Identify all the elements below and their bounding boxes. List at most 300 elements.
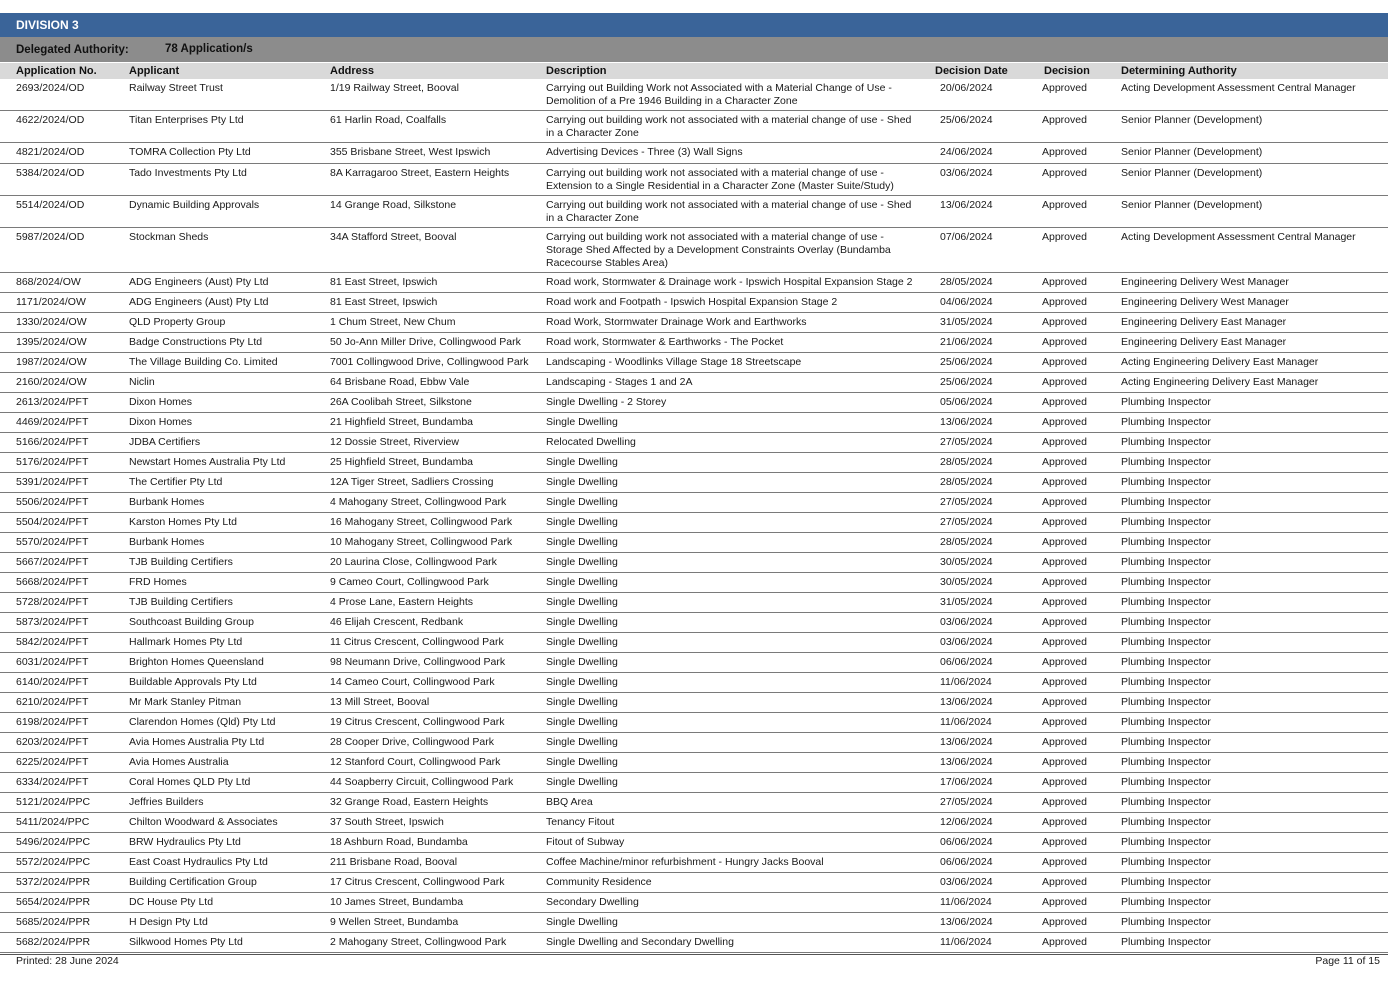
- division-title: DIVISION 3: [16, 18, 79, 32]
- cell-applicant: Stockman Sheds: [129, 231, 209, 243]
- cell-decision-date: 25/06/2024: [940, 114, 993, 126]
- cell-application-no: 5504/2024/PFT: [16, 516, 89, 528]
- cell-applicant: DC House Pty Ltd: [129, 896, 214, 908]
- cell-description: Single Dwelling: [546, 416, 618, 428]
- cell-determining-authority: Plumbing Inspector: [1121, 576, 1211, 588]
- cell-decision: Approved: [1042, 696, 1087, 708]
- cell-determining-authority: Engineering Delivery West Manager: [1121, 296, 1289, 308]
- cell-determining-authority: Senior Planner (Development): [1121, 146, 1263, 158]
- cell-applicant: The Certifier Pty Ltd: [129, 476, 223, 488]
- cell-determining-authority: Engineering Delivery East Manager: [1121, 336, 1287, 348]
- cell-application-no: 2613/2024/PFT: [16, 396, 89, 408]
- cell-application-no: 5654/2024/PPR: [16, 896, 91, 908]
- cell-address: 12 Dossie Street, Riverview: [330, 436, 459, 448]
- col-decision: Decision: [1044, 65, 1090, 77]
- cell-applicant: Chilton Woodward & Associates: [129, 816, 278, 828]
- cell-application-no: 1171/2024/OW: [16, 296, 86, 308]
- cell-application-no: 2160/2024/OW: [16, 376, 87, 388]
- cell-address: 98 Neumann Drive, Collingwood Park: [330, 656, 506, 668]
- cell-decision-date: 06/06/2024: [940, 856, 993, 868]
- table-row: [0, 373, 1388, 393]
- cell-application-no: 5166/2024/PFT: [16, 436, 89, 448]
- cell-decision: Approved: [1042, 876, 1087, 888]
- cell-application-no: 6225/2024/PFT: [16, 756, 89, 768]
- cell-determining-authority: Plumbing Inspector: [1121, 756, 1211, 768]
- cell-application-no: 5685/2024/PPR: [16, 916, 91, 928]
- cell-decision-date: 17/06/2024: [940, 776, 993, 788]
- cell-application-no: 5514/2024/OD: [16, 199, 85, 211]
- cell-description: Single Dwelling: [546, 516, 618, 528]
- table-row: [0, 293, 1388, 313]
- cell-decision: Approved: [1042, 456, 1087, 468]
- cell-determining-authority: Plumbing Inspector: [1121, 636, 1211, 648]
- footer-divider: [0, 954, 1388, 955]
- cell-application-no: 5496/2024/PPC: [16, 836, 91, 848]
- cell-determining-authority: Plumbing Inspector: [1121, 716, 1211, 728]
- cell-address: 18 Ashburn Road, Bundamba: [330, 836, 468, 848]
- cell-decision-date: 03/06/2024: [940, 616, 993, 628]
- cell-applicant: Karston Homes Pty Ltd: [129, 516, 237, 528]
- cell-decision: Approved: [1042, 396, 1087, 408]
- cell-decision: Approved: [1042, 336, 1087, 348]
- cell-address: 12 Stanford Court, Collingwood Park: [330, 756, 501, 768]
- cell-application-no: 6198/2024/PFT: [16, 716, 89, 728]
- cell-application-no: 5176/2024/PFT: [16, 456, 89, 468]
- cell-applicant: Southcoast Building Group: [129, 616, 254, 628]
- cell-determining-authority: Plumbing Inspector: [1121, 556, 1211, 568]
- cell-address: 8A Karragaroo Street, Eastern Heights: [330, 167, 510, 179]
- cell-description: Single Dwelling: [546, 696, 618, 708]
- cell-application-no: 5372/2024/PPR: [16, 876, 91, 888]
- cell-applicant: Tado Investments Pty Ltd: [129, 167, 247, 179]
- cell-applicant: ADG Engineers (Aust) Pty Ltd: [129, 276, 269, 288]
- cell-determining-authority: Engineering Delivery West Manager: [1121, 276, 1289, 288]
- cell-decision-date: 31/05/2024: [940, 596, 993, 608]
- cell-address: 26A Coolibah Street, Silkstone: [330, 396, 472, 408]
- cell-applicant: Railway Street Trust: [129, 82, 223, 94]
- cell-applicant: Titan Enterprises Pty Ltd: [129, 114, 244, 126]
- cell-determining-authority: Plumbing Inspector: [1121, 596, 1211, 608]
- cell-decision-date: 06/06/2024: [940, 656, 993, 668]
- cell-decision-date: 30/05/2024: [940, 556, 993, 568]
- cell-decision: Approved: [1042, 146, 1087, 158]
- division-header: [0, 13, 1388, 37]
- cell-address: 46 Elijah Crescent, Redbank: [330, 616, 464, 628]
- cell-determining-authority: Plumbing Inspector: [1121, 516, 1211, 528]
- cell-address: 81 East Street, Ipswich: [330, 276, 438, 288]
- cell-decision-date: 21/06/2024: [940, 336, 993, 348]
- cell-description: Tenancy Fitout: [546, 816, 615, 828]
- table-row: [0, 873, 1388, 893]
- cell-description: BBQ Area: [546, 796, 593, 808]
- cell-decision: Approved: [1042, 776, 1087, 788]
- cell-decision: Approved: [1042, 676, 1087, 688]
- cell-decision-date: 12/06/2024: [940, 816, 993, 828]
- cell-application-no: 2693/2024/OD: [16, 82, 85, 94]
- cell-description: Road Work, Stormwater Drainage Work and Earthworks: [546, 316, 807, 328]
- table-row: [0, 733, 1388, 753]
- applications-table: [0, 79, 1388, 953]
- cell-application-no: 868/2024/OW: [16, 276, 81, 288]
- cell-decision-date: 24/06/2024: [940, 146, 993, 158]
- authority-bar: [0, 37, 1388, 62]
- cell-decision-date: 11/06/2024: [940, 716, 992, 728]
- table-row: [0, 553, 1388, 573]
- cell-address: 7001 Collingwood Drive, Collingwood Park: [330, 356, 529, 368]
- cell-determining-authority: Senior Planner (Development): [1121, 199, 1263, 211]
- cell-address: 14 Grange Road, Silkstone: [330, 199, 457, 211]
- col-description: Description: [546, 65, 607, 77]
- cell-address: 25 Highfield Street, Bundamba: [330, 456, 474, 468]
- cell-application-no: 5987/2024/OD: [16, 231, 85, 243]
- cell-address: 4 Prose Lane, Eastern Heights: [330, 596, 474, 608]
- cell-description: Coffee Machine/minor refurbishment - Hungry Jacks Booval: [546, 856, 824, 868]
- table-row: [0, 228, 1388, 273]
- cell-application-no: 1987/2024/OW: [16, 356, 87, 368]
- table-row: [0, 573, 1388, 593]
- table-row: [0, 793, 1388, 813]
- cell-decision: Approved: [1042, 856, 1087, 868]
- table-row: [0, 453, 1388, 473]
- cell-application-no: 5384/2024/OD: [16, 167, 85, 179]
- cell-applicant: Coral Homes QLD Pty Ltd: [129, 776, 251, 788]
- cell-address: 14 Cameo Court, Collingwood Park: [330, 676, 495, 688]
- cell-determining-authority: Plumbing Inspector: [1121, 936, 1211, 948]
- cell-description: Single Dwelling: [546, 716, 618, 728]
- cell-description: Single Dwelling: [546, 596, 618, 608]
- cell-decision: Approved: [1042, 816, 1087, 828]
- cell-application-no: 5121/2024/PPC: [16, 796, 91, 808]
- cell-determining-authority: Acting Development Assessment Central Manager: [1121, 231, 1356, 243]
- cell-decision: Approved: [1042, 82, 1087, 94]
- cell-description: Carrying out building work not associated with a material change of use - Extension to a Single Residential in a Character Zone (Master Suite/Study): [546, 167, 894, 192]
- cell-application-no: 5682/2024/PPR: [16, 936, 91, 948]
- cell-application-no: 5411/2024/PPC: [16, 816, 90, 828]
- cell-description: Single Dwelling and Secondary Dwelling: [546, 936, 734, 948]
- cell-determining-authority: Plumbing Inspector: [1121, 396, 1211, 408]
- table-row: [0, 653, 1388, 673]
- table-row: [0, 493, 1388, 513]
- application-count: 78 Application/s: [165, 43, 253, 55]
- cell-decision: Approved: [1042, 199, 1087, 211]
- cell-decision-date: 28/05/2024: [940, 456, 993, 468]
- cell-decision-date: 13/06/2024: [940, 916, 993, 928]
- table-row: [0, 633, 1388, 653]
- cell-decision: Approved: [1042, 436, 1087, 448]
- cell-decision-date: 27/05/2024: [940, 516, 993, 528]
- cell-application-no: 5668/2024/PFT: [16, 576, 89, 588]
- cell-address: 10 Mahogany Street, Collingwood Park: [330, 536, 513, 548]
- cell-decision-date: 30/05/2024: [940, 576, 993, 588]
- cell-decision-date: 25/06/2024: [940, 356, 993, 368]
- cell-decision: Approved: [1042, 836, 1087, 848]
- cell-application-no: 1330/2024/OW: [16, 316, 87, 328]
- table-row: [0, 913, 1388, 933]
- cell-application-no: 5842/2024/PFT: [16, 636, 89, 648]
- cell-decision: Approved: [1042, 316, 1087, 328]
- table-header: [0, 63, 1388, 79]
- cell-address: 81 East Street, Ipswich: [330, 296, 438, 308]
- cell-decision: Approved: [1042, 416, 1087, 428]
- table-row: [0, 433, 1388, 453]
- cell-decision-date: 03/06/2024: [940, 167, 993, 179]
- cell-determining-authority: Plumbing Inspector: [1121, 456, 1211, 468]
- cell-description: Single Dwelling: [546, 636, 618, 648]
- cell-address: 2 Mahogany Street, Collingwood Park: [330, 936, 507, 948]
- cell-determining-authority: Senior Planner (Development): [1121, 114, 1263, 126]
- cell-application-no: 5728/2024/PFT: [16, 596, 89, 608]
- table-row: [0, 164, 1388, 196]
- table-row: [0, 593, 1388, 613]
- cell-address: 20 Laurina Close, Collingwood Park: [330, 556, 497, 568]
- cell-description: Carrying out building work not associated with a material change of use - Shed in a Character Zone: [546, 199, 912, 224]
- cell-determining-authority: Engineering Delivery East Manager: [1121, 316, 1287, 328]
- cell-decision: Approved: [1042, 536, 1087, 548]
- cell-application-no: 5572/2024/PPC: [16, 856, 91, 868]
- cell-applicant: Dynamic Building Approvals: [129, 199, 260, 211]
- cell-decision-date: 28/05/2024: [940, 276, 993, 288]
- cell-application-no: 5667/2024/PFT: [16, 556, 89, 568]
- cell-address: 16 Mahogany Street, Collingwood Park: [330, 516, 513, 528]
- col-decision-date: Decision Date: [935, 65, 1008, 77]
- cell-description: Landscaping - Woodlinks Village Stage 18 Streetscape: [546, 356, 802, 368]
- table-row: [0, 853, 1388, 873]
- cell-decision: Approved: [1042, 496, 1087, 508]
- table-row: [0, 353, 1388, 373]
- cell-decision: Approved: [1042, 916, 1087, 928]
- cell-determining-authority: Plumbing Inspector: [1121, 776, 1211, 788]
- cell-decision: Approved: [1042, 736, 1087, 748]
- cell-applicant: The Village Building Co. Limited: [129, 356, 278, 368]
- cell-address: 10 James Street, Bundamba: [330, 896, 464, 908]
- cell-decision-date: 27/05/2024: [940, 436, 993, 448]
- cell-application-no: 5506/2024/PFT: [16, 496, 89, 508]
- cell-determining-authority: Senior Planner (Development): [1121, 167, 1263, 179]
- table-row: [0, 196, 1388, 228]
- cell-address: 50 Jo-Ann Miller Drive, Collingwood Park: [330, 336, 521, 348]
- cell-address: 4 Mahogany Street, Collingwood Park: [330, 496, 507, 508]
- cell-applicant: Hallmark Homes Pty Ltd: [129, 636, 243, 648]
- cell-determining-authority: Plumbing Inspector: [1121, 536, 1211, 548]
- cell-decision-date: 07/06/2024: [940, 231, 993, 243]
- cell-applicant: TJB Building Certifiers: [129, 556, 233, 568]
- cell-applicant: Avia Homes Australia: [129, 756, 229, 768]
- table-row: [0, 713, 1388, 733]
- table-row: [0, 693, 1388, 713]
- cell-decision-date: 11/06/2024: [940, 676, 992, 688]
- cell-applicant: Clarendon Homes (Qld) Pty Ltd: [129, 716, 276, 728]
- cell-decision: Approved: [1042, 556, 1087, 568]
- cell-address: 28 Cooper Drive, Collingwood Park: [330, 736, 494, 748]
- cell-application-no: 6334/2024/PFT: [16, 776, 89, 788]
- cell-decision-date: 06/06/2024: [940, 836, 993, 848]
- cell-determining-authority: Plumbing Inspector: [1121, 876, 1211, 888]
- cell-application-no: 4821/2024/OD: [16, 146, 85, 158]
- cell-applicant: Mr Mark Stanley Pitman: [129, 696, 242, 708]
- cell-decision-date: 31/05/2024: [940, 316, 993, 328]
- cell-decision-date: 13/06/2024: [940, 199, 993, 211]
- authority-label: Delegated Authority:: [16, 44, 129, 56]
- cell-determining-authority: Plumbing Inspector: [1121, 476, 1211, 488]
- cell-decision-date: 20/06/2024: [940, 82, 993, 94]
- cell-application-no: 4622/2024/OD: [16, 114, 85, 126]
- cell-description: Road work, Stormwater & Drainage work - Ipswich Hospital Expansion Stage 2: [546, 276, 913, 288]
- cell-determining-authority: Plumbing Inspector: [1121, 796, 1211, 808]
- cell-address: 12A Tiger Street, Sadliers Crossing: [330, 476, 494, 488]
- cell-description: Advertising Devices - Three (3) Wall Signs: [546, 146, 743, 158]
- cell-description: Fitout of Subway: [546, 836, 625, 848]
- cell-description: Single Dwelling: [546, 496, 618, 508]
- cell-decision: Approved: [1042, 796, 1087, 808]
- table-row: [0, 813, 1388, 833]
- cell-determining-authority: Plumbing Inspector: [1121, 676, 1211, 688]
- cell-decision: Approved: [1042, 636, 1087, 648]
- cell-decision-date: 03/06/2024: [940, 876, 993, 888]
- cell-applicant: Dixon Homes: [129, 396, 193, 408]
- cell-description: Landscaping - Stages 1 and 2A: [546, 376, 693, 388]
- cell-decision: Approved: [1042, 596, 1087, 608]
- cell-applicant: TOMRA Collection Pty Ltd: [129, 146, 251, 158]
- cell-address: 355 Brisbane Street, West Ipswich: [330, 146, 491, 158]
- cell-description: Relocated Dwelling: [546, 436, 636, 448]
- cell-decision-date: 13/06/2024: [940, 416, 993, 428]
- cell-application-no: 6031/2024/PFT: [16, 656, 89, 668]
- table-row: [0, 111, 1388, 143]
- cell-applicant: JDBA Certifiers: [129, 436, 201, 448]
- table-row: [0, 413, 1388, 433]
- cell-applicant: QLD Property Group: [129, 316, 226, 328]
- col-address: Address: [330, 65, 375, 77]
- cell-applicant: Avia Homes Australia Pty Ltd: [129, 736, 265, 748]
- cell-decision-date: 03/06/2024: [940, 636, 993, 648]
- cell-determining-authority: Plumbing Inspector: [1121, 656, 1211, 668]
- cell-description: Single Dwelling: [546, 456, 618, 468]
- cell-description: Single Dwelling - 2 Storey: [546, 396, 667, 408]
- cell-description: Single Dwelling: [546, 776, 618, 788]
- cell-applicant: Jeffries Builders: [129, 796, 204, 808]
- cell-determining-authority: Plumbing Inspector: [1121, 856, 1211, 868]
- cell-description: Carrying out building work not associated with a material change of use - Storage Shed Affected by a Development Constraints Overlay (Bundamba Racecourse Stables Area): [546, 231, 891, 269]
- cell-decision: Approved: [1042, 896, 1087, 908]
- cell-decision-date: 27/05/2024: [940, 796, 993, 808]
- cell-applicant: Badge Constructions Pty Ltd: [129, 336, 263, 348]
- cell-address: 64 Brisbane Road, Ebbw Vale: [330, 376, 470, 388]
- cell-determining-authority: Plumbing Inspector: [1121, 416, 1211, 428]
- table-row: [0, 79, 1388, 111]
- cell-applicant: Brighton Homes Queensland: [129, 656, 264, 668]
- cell-applicant: H Design Pty Ltd: [129, 916, 208, 928]
- cell-application-no: 6210/2024/PFT: [16, 696, 89, 708]
- cell-address: 21 Highfield Street, Bundamba: [330, 416, 474, 428]
- cell-applicant: East Coast Hydraulics Pty Ltd: [129, 856, 268, 868]
- col-determining-authority: Determining Authority: [1121, 65, 1237, 77]
- cell-decision: Approved: [1042, 376, 1087, 388]
- cell-description: Single Dwelling: [546, 656, 618, 668]
- cell-determining-authority: Plumbing Inspector: [1121, 436, 1211, 448]
- cell-determining-authority: Plumbing Inspector: [1121, 916, 1211, 928]
- table-row: [0, 893, 1388, 913]
- cell-description: Secondary Dwelling: [546, 896, 639, 908]
- table-row: [0, 833, 1388, 853]
- cell-applicant: Dixon Homes: [129, 416, 193, 428]
- cell-determining-authority: Acting Engineering Delivery East Manager: [1121, 376, 1319, 388]
- cell-address: 19 Citrus Crescent, Collingwood Park: [330, 716, 505, 728]
- cell-description: Road work and Footpath - Ipswich Hospital Expansion Stage 2: [546, 296, 838, 308]
- cell-decision: Approved: [1042, 356, 1087, 368]
- cell-decision: Approved: [1042, 231, 1087, 243]
- cell-applicant: FRD Homes: [129, 576, 187, 588]
- cell-applicant: Building Certification Group: [129, 876, 257, 888]
- table-row: [0, 513, 1388, 533]
- cell-address: 9 Cameo Court, Collingwood Park: [330, 576, 489, 588]
- cell-applicant: Burbank Homes: [129, 496, 205, 508]
- cell-address: 37 South Street, Ipswich: [330, 816, 444, 828]
- cell-address: 61 Harlin Road, Coalfalls: [330, 114, 447, 126]
- table-row: [0, 333, 1388, 353]
- cell-address: 17 Citrus Crescent, Collingwood Park: [330, 876, 505, 888]
- cell-applicant: Newstart Homes Australia Pty Ltd: [129, 456, 286, 468]
- cell-determining-authority: Plumbing Inspector: [1121, 616, 1211, 628]
- cell-decision: Approved: [1042, 516, 1087, 528]
- cell-description: Single Dwelling: [546, 576, 618, 588]
- cell-applicant: BRW Hydraulics Pty Ltd: [129, 836, 241, 848]
- table-row: [0, 933, 1388, 953]
- col-application-no: Application No.: [16, 65, 97, 77]
- cell-applicant: Burbank Homes: [129, 536, 205, 548]
- cell-determining-authority: Acting Engineering Delivery East Manager: [1121, 356, 1319, 368]
- cell-decision: Approved: [1042, 716, 1087, 728]
- cell-description: Single Dwelling: [546, 616, 618, 628]
- table-row: [0, 143, 1388, 164]
- cell-address: 1/19 Railway Street, Booval: [330, 82, 459, 94]
- cell-determining-authority: Plumbing Inspector: [1121, 736, 1211, 748]
- cell-determining-authority: Acting Development Assessment Central Manager: [1121, 82, 1356, 94]
- cell-decision-date: 11/06/2024: [940, 936, 992, 948]
- table-row: [0, 313, 1388, 333]
- table-row: [0, 773, 1388, 793]
- cell-decision: Approved: [1042, 576, 1087, 588]
- printed-date: Printed: 28 June 2024: [16, 955, 119, 967]
- cell-determining-authority: Plumbing Inspector: [1121, 696, 1211, 708]
- table-row: [0, 753, 1388, 773]
- cell-description: Single Dwelling: [546, 756, 618, 768]
- cell-decision-date: 25/06/2024: [940, 376, 993, 388]
- cell-decision: Approved: [1042, 276, 1087, 288]
- cell-decision-date: 28/05/2024: [940, 536, 993, 548]
- table-row: [0, 473, 1388, 493]
- cell-description: Carrying out Building Work not Associated with a Material Change of Use - Demolition of a Pre 1946 Building in a Character Zone: [546, 82, 892, 107]
- cell-description: Community Residence: [546, 876, 652, 888]
- cell-application-no: 5570/2024/PFT: [16, 536, 89, 548]
- table-row: [0, 533, 1388, 553]
- cell-address: 34A Stafford Street, Booval: [330, 231, 457, 243]
- cell-application-no: 6140/2024/PFT: [16, 676, 89, 688]
- cell-applicant: TJB Building Certifiers: [129, 596, 233, 608]
- cell-description: Single Dwelling: [546, 676, 618, 688]
- cell-description: Road work, Stormwater & Earthworks - The Pocket: [546, 336, 784, 348]
- cell-decision: Approved: [1042, 476, 1087, 488]
- cell-decision: Approved: [1042, 167, 1087, 179]
- cell-application-no: 6203/2024/PFT: [16, 736, 89, 748]
- cell-decision-date: 13/06/2024: [940, 756, 993, 768]
- cell-determining-authority: Plumbing Inspector: [1121, 496, 1211, 508]
- cell-address: 32 Grange Road, Eastern Heights: [330, 796, 489, 808]
- table-row: [0, 613, 1388, 633]
- cell-determining-authority: Plumbing Inspector: [1121, 836, 1211, 848]
- cell-address: 13 Mill Street, Booval: [330, 696, 430, 708]
- cell-address: 44 Soapberry Circuit, Collingwood Park: [330, 776, 514, 788]
- cell-application-no: 5873/2024/PFT: [16, 616, 89, 628]
